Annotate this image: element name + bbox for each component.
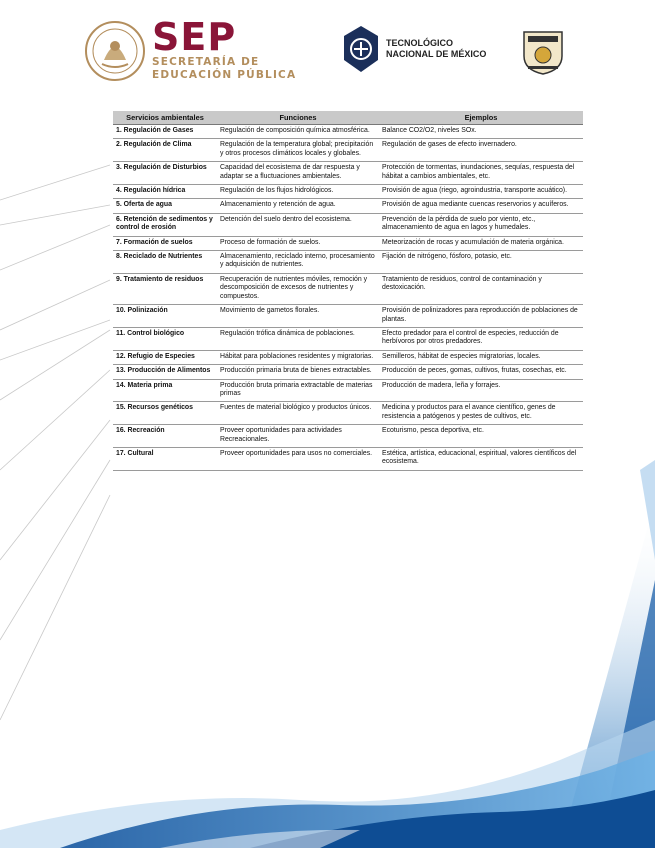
table-cell-funcion: Producción bruta primaria extractable de materias primas bbox=[217, 379, 379, 402]
table-cell-funcion: Hábitat para poblaciones residentes y migratorias. bbox=[217, 350, 379, 364]
table-cell-funcion: Proveer oportunidades para actividades Recreacionales. bbox=[217, 425, 379, 448]
table-cell-ejemplo: Prevención de la pérdida de suelo por viento, etc., almacenamiento de agua en lagos y humedales. bbox=[379, 213, 583, 236]
table-row bbox=[113, 379, 583, 402]
table-cell-funcion: Regulación de composición química atmosférica. bbox=[217, 125, 379, 139]
table-row bbox=[113, 365, 583, 379]
table-row bbox=[113, 236, 583, 250]
table-row bbox=[113, 425, 583, 448]
table-cell-funcion: Producción primaria bruta de bienes extractables. bbox=[217, 365, 379, 379]
table-cell-funcion: Regulación de los flujos hidrológicos. bbox=[217, 185, 379, 199]
table-row bbox=[113, 273, 583, 304]
school-shield-icon bbox=[520, 26, 566, 76]
table-row bbox=[113, 162, 583, 185]
table-cell-servicio: 4. Regulación hídrica bbox=[113, 185, 217, 199]
column-header: Ejemplos bbox=[379, 111, 583, 125]
column-header: Funciones bbox=[217, 111, 379, 125]
table-cell-servicio: 12. Refugio de Especies bbox=[113, 350, 217, 364]
table-header-row bbox=[113, 111, 583, 125]
page-header bbox=[0, 0, 655, 100]
table-cell-ejemplo: Medicina y productos para el avance científico, genes de resistencia a patógenos y pestes de cultivos, etc. bbox=[379, 402, 583, 425]
table-cell-ejemplo: Producción de peces, gomas, cultivos, frutas, cosechas, etc. bbox=[379, 365, 583, 379]
table-cell-ejemplo: Provisión de agua (riego, agroindustria, transporte acuático). bbox=[379, 185, 583, 199]
table-cell-funcion: Proceso de formación de suelos. bbox=[217, 236, 379, 250]
table-cell-servicio: 13. Producción de Alimentos bbox=[113, 365, 217, 379]
table-cell-servicio: 3. Regulación de Disturbios bbox=[113, 162, 217, 185]
mexico-coat-of-arms-icon bbox=[84, 20, 146, 82]
table-cell-funcion: Recuperación de nutrientes móviles, remoción y descomposición de excesos de nutrientes y compuestos. bbox=[217, 273, 379, 304]
table-cell-servicio: 9. Tratamiento de residuos bbox=[113, 273, 217, 304]
table-cell-ejemplo: Efecto predador para el control de especies, reducción de herbívoros por otros predadores. bbox=[379, 327, 583, 350]
sep-line-2: EDUCACIÓN PÚBLICA bbox=[152, 69, 297, 81]
table-cell-ejemplo: Estética, artística, educacional, espiritual, valores científicos del ecosistema. bbox=[379, 447, 583, 470]
table-cell-funcion: Movimiento de gametos florales. bbox=[217, 305, 379, 328]
tecnm-line-1: TECNOLÓGICO bbox=[386, 38, 453, 48]
table-row bbox=[113, 402, 583, 425]
table-cell-funcion: Regulación de la temperatura global; precipitación y otros procesos climáticos locales y globales. bbox=[217, 139, 379, 162]
table-row bbox=[113, 350, 583, 364]
table-cell-ejemplo: Balance CO2/O2, niveles SOx. bbox=[379, 125, 583, 139]
table-cell-ejemplo: Provisión de agua mediante cuencas reservorios y acuíferos. bbox=[379, 199, 583, 213]
table-cell-funcion: Regulación trófica dinámica de poblaciones. bbox=[217, 327, 379, 350]
table-cell-ejemplo: Semilleros, hábitat de especies migratorias, locales. bbox=[379, 350, 583, 364]
table-cell-ejemplo: Producción de madera, leña y forrajes. bbox=[379, 379, 583, 402]
table-cell-ejemplo: Fijación de nitrógeno, fósforo, potasio, etc. bbox=[379, 251, 583, 274]
tecnm-line-2: NACIONAL DE MÉXICO bbox=[386, 49, 487, 59]
table-cell-ejemplo: Ecoturismo, pesca deportiva, etc. bbox=[379, 425, 583, 448]
table-cell-funcion: Almacenamiento y retención de agua. bbox=[217, 199, 379, 213]
table-cell-servicio: 17. Cultural bbox=[113, 447, 217, 470]
table-cell-ejemplo: Tratamiento de residuos, control de contaminación y destoxicación. bbox=[379, 273, 583, 304]
table-cell-servicio: 1. Regulación de Gases bbox=[113, 125, 217, 139]
table-cell-servicio: 5. Oferta de agua bbox=[113, 199, 217, 213]
table-cell-servicio: 7. Formación de suelos bbox=[113, 236, 217, 250]
table-row bbox=[113, 139, 583, 162]
sep-logo bbox=[152, 15, 297, 82]
table-row bbox=[113, 199, 583, 213]
table-row bbox=[113, 125, 583, 139]
table-cell-funcion: Fuentes de material biológico y productos únicos. bbox=[217, 402, 379, 425]
table-cell-servicio: 2. Regulación de Clima bbox=[113, 139, 217, 162]
table-cell-ejemplo: Regulación de gases de efecto invernadero. bbox=[379, 139, 583, 162]
table-cell-ejemplo: Meteorización de rocas y acumulación de materia orgánica. bbox=[379, 236, 583, 250]
table-cell-servicio: 10. Polinización bbox=[113, 305, 217, 328]
table-cell-servicio: 14. Materia prima bbox=[113, 379, 217, 402]
table-row bbox=[113, 327, 583, 350]
table-row bbox=[113, 185, 583, 199]
tecnm-logo-icon bbox=[340, 24, 382, 74]
table-cell-servicio: 8. Reciclado de Nutrientes bbox=[113, 251, 217, 274]
sep-title: SEP bbox=[152, 15, 237, 59]
table-row bbox=[113, 213, 583, 236]
table-row bbox=[113, 305, 583, 328]
table-cell-servicio: 15. Recursos genéticos bbox=[113, 402, 217, 425]
table-cell-funcion: Almacenamiento, reciclado interno, procesamiento y adquisición de nutrientes. bbox=[217, 251, 379, 274]
table-cell-servicio: 16. Recreación bbox=[113, 425, 217, 448]
table-row bbox=[113, 251, 583, 274]
sep-line-1: SECRETARÍA DE bbox=[152, 56, 260, 68]
table-cell-funcion: Proveer oportunidades para usos no comerciales. bbox=[217, 447, 379, 470]
column-header: Servicios ambientales bbox=[113, 111, 217, 125]
table-cell-servicio: 11. Control biológico bbox=[113, 327, 217, 350]
table-cell-funcion: Capacidad del ecosistema de dar respuesta y adaptar se a fluctuaciones ambientales. bbox=[217, 162, 379, 185]
environmental-services-table bbox=[113, 111, 583, 471]
table-cell-ejemplo: Protección de tormentas, inundaciones, sequías, respuesta del hábitat a cambios ambientales, etc. bbox=[379, 162, 583, 185]
table-cell-funcion: Detención del suelo dentro del ecosistema. bbox=[217, 213, 379, 236]
tecnm-name bbox=[386, 38, 486, 60]
table-cell-ejemplo: Provisión de polinizadores para reproducción de poblaciones de plantas. bbox=[379, 305, 583, 328]
table-row bbox=[113, 447, 583, 470]
table-cell-servicio: 6. Retención de sedimentos y control de erosión bbox=[113, 213, 217, 236]
